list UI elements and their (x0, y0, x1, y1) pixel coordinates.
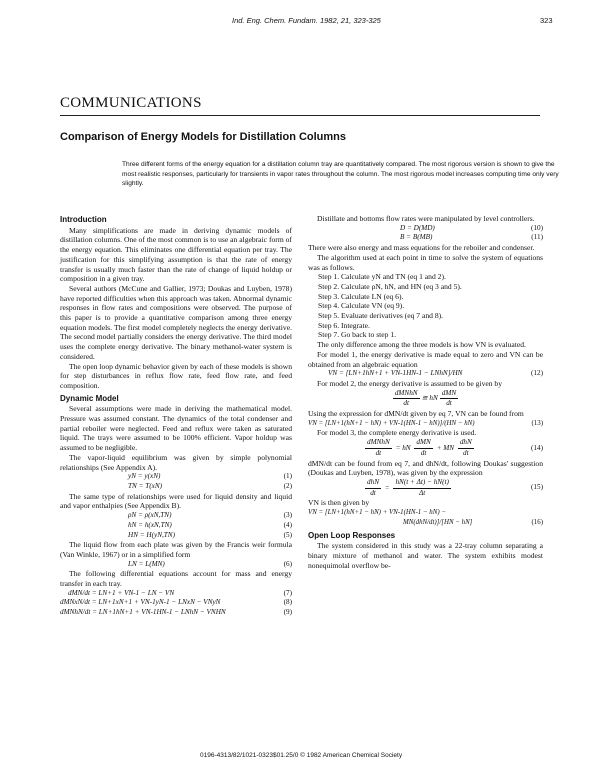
equation-6: LN = L(MN) (6) (128, 559, 292, 568)
intro-paragraph: Several authors (McCune and Gallier, 1973; Doukas and Luyben, 1978) have reported difficulties when this approach was taken. Abnormal dynamic responses in flow rates and compositions were observed. The purpose of this paper is to provide a quantitative comparison among three energy equation models. The first model completely neglects the energy derivative. The second model partially considers the energy derivative. The third model uses the complete energy derivative. The binary methanol-water system is considered. (60, 283, 292, 361)
equation-4: hN = h(xN,TN) (4) (128, 520, 292, 529)
equation-2: TN = T(xN) (2) (128, 481, 292, 490)
equation-9: dMNhN/dt = LN+1hN+1 + VN-1HN-1 − LNhN − VNHN (9) (60, 608, 292, 617)
body-paragraph: Using the expression for dMN/dt given by eq 7, VN can be found from (308, 409, 524, 419)
equation-13: VN = [LN+1(hN+1 − hN) + VN-1(HN-1 − hN)]/(HN − hN) (13) (308, 419, 543, 427)
equation-3: ρN = ρ(xN,TN) (3) (128, 511, 292, 520)
equation-7: dMN/dt = LN+1 + VN-1 − LN − VN (7) (68, 588, 292, 597)
equation-11: B = B(MB) (11) (400, 233, 543, 242)
algorithm-step: Step 5. Evaluate derivatives (eq 7 and 8). (318, 311, 444, 321)
body-paragraph: For model 1, the energy derivative is made equal to zero and VN can be obtained from an algebraic equation (308, 349, 543, 369)
copyright-footer: 0196-4313/82/1021-0323$01.25/0 © 1982 American Chemical Society (200, 752, 403, 759)
algorithm-step: Step 1. Calculate yN and TN (eq 1 and 2). (318, 272, 446, 282)
body-paragraph: There were also energy and mass equations for the reboiler and condenser. (308, 243, 535, 253)
body-paragraph: Distillate and bottoms flow rates were manipulated by level controllers. (317, 214, 535, 223)
page-number: 323 (540, 16, 553, 25)
loop-heading: Open Loop Responses (308, 530, 396, 540)
equation-5: HN = H(yN,TN) (5) (128, 530, 292, 539)
equation-16: VN = [LN+1(hN+1 − hN) + VN-1(HN-1 − hN) − (308, 509, 447, 517)
equation-10: D = D(MD) (10) (400, 223, 543, 232)
equation-12: VN = [LN+1hN+1 + VN-1HN-1 − LNhN]/HN (12) (328, 369, 543, 378)
model-paragraph: The liquid flow from each plate was given by the Francis weir formula (Van Winkle, 1967) or in a simplified form (60, 540, 292, 559)
body-paragraph: VN is then given by (308, 498, 370, 508)
right-column (308, 214, 543, 570)
body-paragraph: The only difference among the three models is how VN is evaluated. (317, 340, 526, 350)
algorithm-step: Step 6. Integrate. (318, 320, 370, 330)
algorithm-step: Step 4. Calculate VN (eq 9). (318, 301, 405, 311)
intro-paragraph: The open loop dynamic behavior given by each of these models is shown for step disturbances in reflux flow rate, feed flow rate, and feed composition. (60, 361, 292, 390)
model-paragraph: The same type of relationships were used for liquid density and liquid and vapor enthalpies (See Appendix B). (60, 491, 292, 511)
equation-1: yN = y(xN) (1) (128, 472, 292, 481)
article-title: Comparison of Energy Models for Distillation Columns (60, 131, 347, 143)
equation-16-cont: MN(dhN/dt)]/[HN − hN] (16) (403, 518, 543, 526)
journal-citation: Ind. Eng. Chem. Fundam. 1982, 21, 323-325 (232, 16, 381, 25)
equation-15: $\frac{\text{dhN}}{dt}$ = $\frac{hN(t + \Delta t) - hN(t)}{\Delta t}$ (15) (367, 477, 543, 497)
section-rule (60, 115, 540, 116)
algorithm-steps (308, 272, 543, 340)
algorithm-step: Step 2. Calculate ρN, hN, and HN (eq 3 and 5). (318, 281, 462, 291)
model-heading: Dynamic Model (60, 393, 119, 403)
algorithm-step: Step 3. Calculate LN (eq 6). (318, 291, 404, 301)
model-paragraph: The following differential equations account for mass and energy transfer in each tray. (60, 569, 292, 589)
body-paragraph: The algorithm used at each point in time to solve the system of equations was as follows. (308, 252, 543, 272)
intro-paragraph: Many simplifications are made in deriving dynamic models of distillation columns. One of the most common is to use an algebraic form of the energy equation. This eliminates one differential equation per tray. The justification for this simplifying assumption is that the rate of energy transfer is usually much faster than the rate of change of liquid holdup or composition in a given tray. (60, 225, 292, 284)
section-label: COMMUNICATIONS (60, 95, 202, 111)
body-paragraph: For model 2, the energy derivative is assumed to be given by (317, 378, 503, 388)
algorithm-step: Step 7. Go back to step 1. (318, 330, 397, 340)
body-paragraph: dMN/dt can be found from eq 7, and dhN/dt, following Doukas' suggestion (Doukas and Luyben, 1978), was given by the expression (308, 458, 543, 478)
model-paragraph: The vapor-liquid equilibrium was given by simple polynomial relationships (See Appendix A). (60, 452, 292, 472)
equation-8: dMNxN/dt = LN+1xN+1 + VN-1yN-1 − LNxN − VNyN (8) (60, 598, 292, 607)
abstract: Three different forms of the energy equation for a distillation column tray are quantitatively compared. The most rigorous version is shown to give the most realistic responses, particularly for transients in vapor rates throughout the column. The most rigorous model increases computing time only very slightly. (122, 161, 559, 187)
intro-heading: Introduction (60, 215, 107, 224)
body-paragraph: The system considered in this study was a 22-tray column separating a binary mixture of methanol and water. The system exhibits modest nonequimolal overflow be- (308, 541, 543, 570)
left-column (60, 214, 292, 618)
model-paragraph: Several assumptions were made in deriving the mathematical model. Pressure was assumed constant. The dynamics of the total condenser and partial reboiler were neglected. Feed and reflux were taken as saturated liquid. The trays were assumed to be 100% efficient. Vapor holdup was assumed to be negligible. (60, 404, 292, 453)
equation-14: $\frac{\text{dMNhN}}{dt}$ = hN $\frac{\text{dMN}}{dt}$ + MN $\frac{\text{dhN}}{dt}$ (14) (367, 438, 543, 457)
body-paragraph: For model 3, the complete energy derivative is used. (317, 428, 477, 438)
equation-model-2: $\frac{\text{dMNhN}}{dt}$ ≅ hN $\frac{\text{dMN}}{dt}$ (394, 388, 457, 408)
